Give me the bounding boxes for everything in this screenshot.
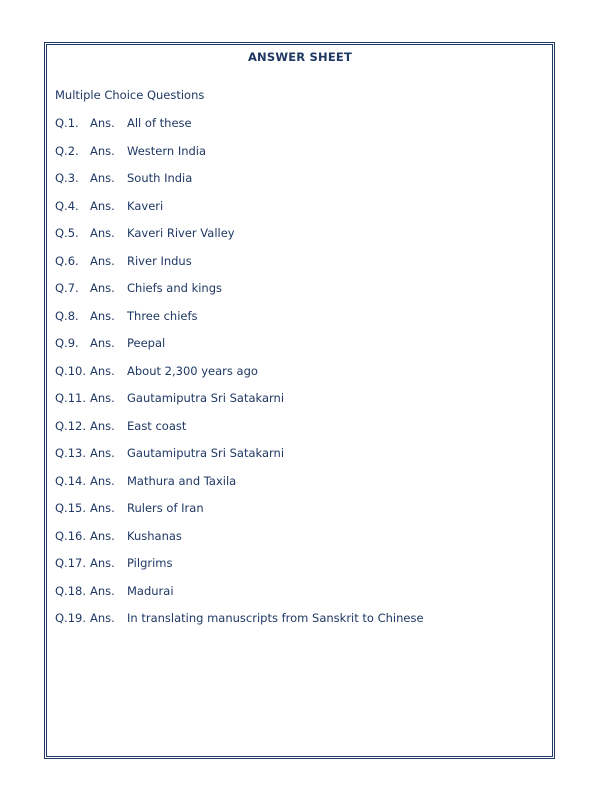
answer-text: South India (127, 171, 193, 185)
answer-row (55, 116, 424, 144)
answer-label: Ans. (90, 116, 115, 130)
answer-row (55, 529, 424, 557)
question-number: Q.16. (55, 528, 86, 543)
question-number: Q.3. (55, 171, 79, 185)
question-number: Q.12. (55, 418, 86, 433)
question-number: Q.7. (55, 281, 79, 295)
answer-row (55, 254, 424, 282)
answer-text: Pilgrims (127, 556, 173, 570)
answer-row (55, 281, 424, 309)
question-number: Q.19. (55, 611, 86, 625)
answer-row (55, 391, 424, 419)
answer-label: Ans. (90, 336, 115, 350)
question-number: Q.18. (55, 583, 86, 598)
answer-text: Western India (127, 143, 207, 158)
answer-text: Rulers of Iran (127, 501, 204, 515)
answer-row (55, 556, 424, 584)
answer-text: About 2,300 years ago (127, 363, 258, 378)
question-number: Q.11. (55, 391, 86, 405)
question-number: Q.14. (55, 473, 86, 488)
answer-label: Ans. (90, 446, 115, 460)
answer-row (55, 336, 424, 364)
answer-label: Ans. (90, 391, 115, 405)
answer-row (55, 446, 424, 474)
answer-label: Ans. (90, 418, 115, 433)
answer-row (55, 364, 424, 392)
question-number: Q.13. (55, 446, 86, 460)
answer-label: Ans. (90, 611, 115, 625)
question-number: Q.9. (55, 336, 79, 350)
answer-label: Ans. (90, 198, 115, 213)
answer-label: Ans. (90, 528, 115, 543)
answer-row (55, 309, 424, 337)
answer-label: Ans. (90, 556, 115, 570)
answer-label: Ans. (90, 143, 115, 158)
answer-label: Ans. (90, 253, 115, 268)
answer-row (55, 584, 424, 612)
page-title: ANSWER SHEET (247, 50, 353, 64)
question-number: Q.5. (55, 226, 79, 240)
answer-text: In translating manuscripts from Sanskrit to Chinese (127, 611, 424, 625)
question-number: Q.17. (55, 556, 86, 570)
answer-text: Gautamiputra Sri Satakarni (127, 446, 285, 460)
answer-text: River Indus (127, 253, 192, 268)
question-number: Q.1. (55, 116, 79, 130)
answer-row (55, 611, 424, 639)
section-heading: Multiple Choice Questions (55, 88, 205, 102)
answer-text: Gautamiputra Sri Satakarni (127, 391, 285, 405)
answer-label: Ans. (90, 171, 115, 185)
answer-label: Ans. (90, 501, 115, 515)
question-number: Q.15. (55, 501, 86, 515)
answer-text: Kaveri (127, 198, 164, 213)
answer-text: All of these (127, 116, 192, 130)
answer-row (55, 419, 424, 447)
answer-label: Ans. (90, 363, 115, 378)
question-number: Q.8. (55, 308, 79, 323)
question-number: Q.2. (55, 143, 79, 158)
answer-text: Mathura and Taxila (127, 473, 237, 488)
answer-row (55, 199, 424, 227)
answer-row (55, 144, 424, 172)
answer-text: Madurai (127, 583, 174, 598)
answer-label: Ans. (90, 308, 115, 323)
answer-list (55, 116, 424, 639)
answer-row (55, 474, 424, 502)
answer-text: Three chiefs (127, 308, 198, 323)
answer-label: Ans. (90, 473, 115, 488)
answer-row (55, 226, 424, 254)
answer-label: Ans. (90, 281, 115, 295)
answer-text: Peepal (127, 336, 166, 350)
question-number: Q.4. (55, 198, 79, 213)
answer-label: Ans. (90, 226, 115, 240)
question-number: Q.6. (55, 253, 79, 268)
answer-label: Ans. (90, 583, 115, 598)
answer-row (55, 501, 424, 529)
answer-text: Chiefs and kings (127, 281, 223, 295)
answer-text: Kushanas (127, 528, 182, 543)
answer-row (55, 171, 424, 199)
answer-text: Kaveri River Valley (127, 226, 235, 240)
answer-text: East coast (127, 418, 187, 433)
question-number: Q.10. (55, 363, 86, 378)
